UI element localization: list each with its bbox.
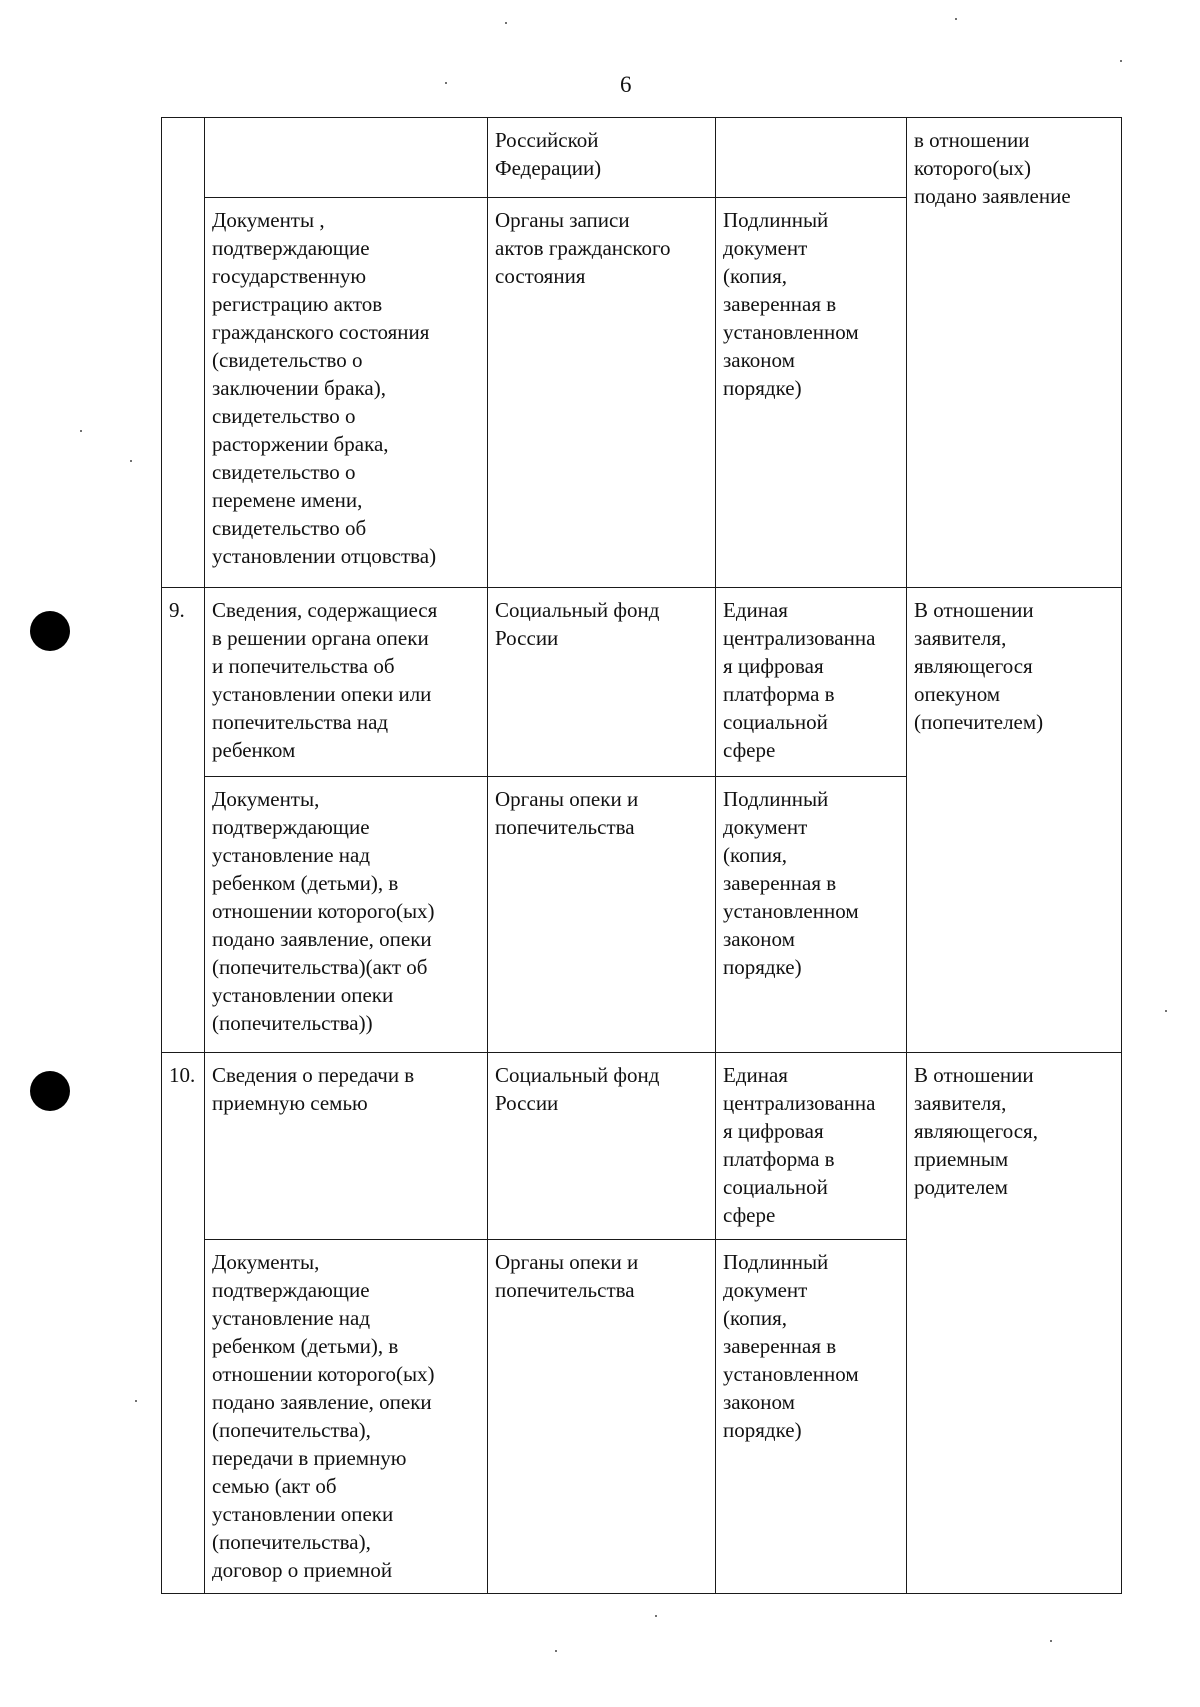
scan-speck (955, 18, 957, 20)
applicant-cell: В отношении заявителя, являющегося опекуном (попечителем) (907, 588, 1122, 1053)
scan-speck (1050, 1640, 1052, 1642)
name-cell: Документы, подтверждающие установление над ребенком (детьми), в отношении которого(ых) подано заявление, опеки (попечительства), передачи в приемную семью (акт об установлении опеки (попечительства), договор о приемной (205, 1240, 488, 1594)
scan-speck (445, 82, 447, 84)
page-number: 6 (620, 72, 632, 97)
name-cell: Сведения о передачи в приемную семью (205, 1053, 488, 1240)
source-cell: Социальный фонд России (488, 588, 716, 777)
document-table (161, 117, 1122, 1594)
scan-speck (505, 22, 507, 24)
source-cell: Органы опеки и попечительства (488, 777, 716, 1053)
source-cell: Органы опеки и попечительства (488, 1240, 716, 1594)
scan-speck (130, 460, 132, 462)
applicant-cell: В отношении заявителя, являющегося, приемным родителем (907, 1053, 1122, 1594)
table-row (162, 118, 1122, 198)
form-cell: Единая централизованна я цифровая платформа в социальной сфере (716, 1053, 907, 1240)
name-cell: Документы , подтверждающие государственную регистрацию актов гражданского состояния (свидетельство о заключении брака), свидетельство о расторжении брака, свидетельство о перемене имени, свидетельство об установлении отцовства) (205, 198, 488, 588)
name-cell: Документы, подтверждающие установление над ребенком (детьми), в отношении которого(ых) подано заявление, опеки (попечительства)(акт об установлении опеки (попечительства)) (205, 777, 488, 1053)
row-number-cell: 10. (162, 1053, 205, 1594)
scan-speck (135, 1400, 137, 1402)
punch-hole (30, 1071, 70, 1111)
punch-hole (30, 611, 70, 651)
source-cell: Социальный фонд России (488, 1053, 716, 1240)
scan-speck (1120, 60, 1122, 62)
row-number-cell (162, 118, 205, 588)
table-row (162, 1053, 1122, 1240)
form-cell: Подлинный документ (копия, заверенная в установленном законом порядке) (716, 777, 907, 1053)
table-row (162, 588, 1122, 777)
form-cell: Подлинный документ (копия, заверенная в установленном законом порядке) (716, 198, 907, 588)
scan-speck (555, 1650, 557, 1652)
form-cell (716, 118, 907, 198)
form-cell: Единая централизованна я цифровая платформа в социальной сфере (716, 588, 907, 777)
source-cell: Органы записи актов гражданского состояния (488, 198, 716, 588)
scan-speck (1165, 1010, 1167, 1012)
applicant-cell: в отношении которого(ых) подано заявление (907, 118, 1122, 588)
name-cell: Сведения, содержащиеся в решении органа опеки и попечительства об установлении опеки или попечительства над ребенком (205, 588, 488, 777)
scan-speck (655, 1615, 657, 1617)
source-cell: Российской Федерации) (488, 118, 716, 198)
form-cell: Подлинный документ (копия, заверенная в установленном законом порядке) (716, 1240, 907, 1594)
row-number-cell: 9. (162, 588, 205, 1053)
name-cell (205, 118, 488, 198)
scan-speck (80, 430, 82, 432)
